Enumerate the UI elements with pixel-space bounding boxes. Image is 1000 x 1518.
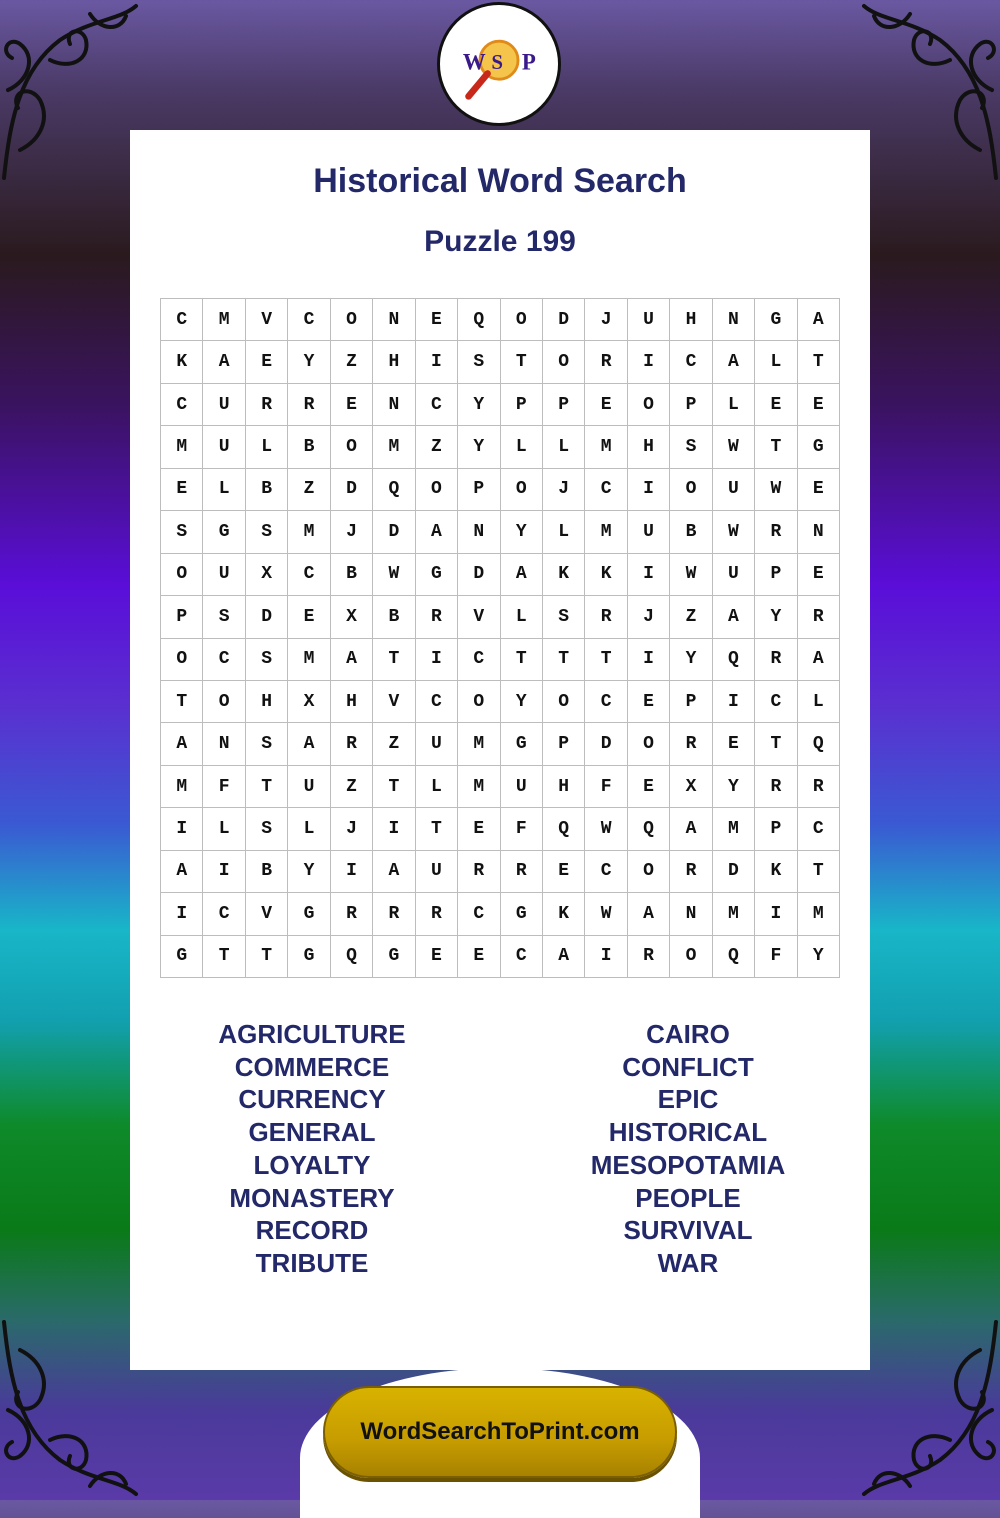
grid-cell[interactable]: O [501,299,543,341]
grid-cell[interactable]: L [416,766,458,808]
grid-cell[interactable]: F [585,766,627,808]
grid-cell[interactable]: O [331,426,373,468]
grid-cell[interactable]: S [246,639,288,681]
grid-cell[interactable]: E [628,681,670,723]
word-item: WAR [657,1247,719,1278]
grid-cell[interactable]: W [585,893,627,935]
grid-cell[interactable]: P [543,723,585,765]
grid-cell[interactable]: P [670,681,712,723]
grid-cell[interactable]: P [755,554,797,596]
word-item: CONFLICT [622,1051,754,1082]
grid-cell[interactable]: T [373,639,415,681]
grid-cell[interactable]: D [458,554,500,596]
grid-cell[interactable]: O [628,851,670,893]
grid-cell[interactable]: T [755,426,797,468]
grid-cell[interactable]: A [713,341,755,383]
grid-cell[interactable]: R [331,723,373,765]
logo-letter-p: P [521,49,536,75]
grid-cell[interactable]: S [246,723,288,765]
grid-cell[interactable]: X [246,554,288,596]
logo-letter-w: W [462,49,486,75]
grid-cell[interactable]: N [713,299,755,341]
wsp-logo[interactable] [437,2,561,126]
grid-cell[interactable]: V [373,681,415,723]
grid-cell[interactable]: K [585,554,627,596]
grid-cell[interactable]: J [331,511,373,553]
grid-cell[interactable]: A [501,554,543,596]
grid-cell[interactable]: H [246,681,288,723]
word-item: CAIRO [646,1019,730,1049]
grid-cell[interactable]: D [373,511,415,553]
grid-cell[interactable]: M [713,893,755,935]
grid-cell[interactable]: O [628,723,670,765]
grid-cell[interactable]: T [203,936,245,978]
grid-cell[interactable]: L [246,426,288,468]
grid-cell[interactable]: S [246,808,288,850]
grid-cell[interactable]: I [755,893,797,935]
grid-cell[interactable]: I [628,554,670,596]
grid-cell[interactable]: E [161,469,203,511]
grid-cell[interactable]: R [755,766,797,808]
grid-cell[interactable]: R [670,851,712,893]
grid-cell[interactable]: M [161,426,203,468]
grid-cell[interactable]: A [416,511,458,553]
grid-cell[interactable]: S [203,596,245,638]
grid-cell[interactable]: T [501,639,543,681]
grid-cell[interactable]: U [288,766,330,808]
word-item: CURRENCY [238,1084,386,1115]
grid-cell[interactable]: X [331,596,373,638]
grid-cell[interactable]: P [543,384,585,426]
grid-cell[interactable]: Z [416,426,458,468]
grid-cell[interactable]: A [798,299,840,341]
grid-cell[interactable]: R [585,596,627,638]
grid-cell[interactable]: E [416,936,458,978]
grid-cell[interactable]: O [670,936,712,978]
grid-cell[interactable]: I [628,639,670,681]
grid-cell[interactable]: R [416,893,458,935]
grid-cell[interactable]: L [501,596,543,638]
grid-cell[interactable]: J [331,808,373,850]
grid-cell[interactable]: Z [670,596,712,638]
grid-cell[interactable]: M [585,511,627,553]
word-item: AGRICULTURE [218,1019,406,1049]
grid-cell[interactable]: I [331,851,373,893]
grid-cell[interactable]: Y [501,511,543,553]
grid-cell[interactable]: G [288,936,330,978]
grid-cell[interactable]: H [331,681,373,723]
grid-cell[interactable]: R [755,511,797,553]
grid-cell[interactable]: M [458,766,500,808]
grid-cell[interactable]: X [288,681,330,723]
grid-cell[interactable]: O [501,469,543,511]
grid-cell[interactable]: B [670,511,712,553]
grid-cell[interactable]: O [458,681,500,723]
word-item: COMMERCE [234,1051,390,1082]
grid-cell[interactable]: I [203,851,245,893]
grid-cell[interactable]: N [670,893,712,935]
grid-cell[interactable]: N [798,511,840,553]
grid-cell[interactable]: U [628,299,670,341]
grid-cell[interactable]: C [501,936,543,978]
grid-cell[interactable]: L [798,681,840,723]
grid-cell[interactable]: I [373,808,415,850]
grid-cell[interactable]: T [246,936,288,978]
grid-cell[interactable]: V [246,893,288,935]
grid-cell[interactable]: S [670,426,712,468]
grid-cell[interactable]: C [288,554,330,596]
grid-cell[interactable]: M [373,426,415,468]
grid-cell[interactable]: A [798,639,840,681]
grid-cell[interactable]: E [755,384,797,426]
grid-cell[interactable]: E [288,596,330,638]
grid-cell[interactable]: C [416,384,458,426]
grid-cell[interactable]: N [373,299,415,341]
grid-cell[interactable]: A [161,723,203,765]
grid-cell[interactable]: U [713,554,755,596]
word-item: PEOPLE [635,1182,741,1213]
grid-cell[interactable]: W [670,554,712,596]
grid-cell[interactable]: E [798,469,840,511]
word-item: MONASTERY [229,1182,395,1213]
grid-cell[interactable]: W [713,511,755,553]
word-item: HISTORICAL [608,1117,768,1148]
grid-cell[interactable]: P [670,384,712,426]
grid-cell[interactable]: L [203,469,245,511]
grid-cell[interactable]: C [670,341,712,383]
grid-cell[interactable]: F [501,808,543,850]
grid-cell[interactable]: A [670,808,712,850]
grid-cell[interactable]: Y [670,639,712,681]
page-title: Historical Word Search [313,162,687,200]
grid-cell[interactable]: T [543,639,585,681]
grid-cell[interactable]: N [373,384,415,426]
grid-cell[interactable]: O [161,639,203,681]
grid-cell[interactable]: U [713,469,755,511]
grid-cell[interactable]: L [755,341,797,383]
grid-cell[interactable]: M [798,893,840,935]
grid-cell[interactable]: U [203,384,245,426]
grid-cell[interactable]: C [585,469,627,511]
grid-cell[interactable]: E [458,808,500,850]
grid-cell[interactable]: R [331,893,373,935]
grid-cell[interactable]: F [755,936,797,978]
grid-cell[interactable]: X [670,766,712,808]
grid-cell[interactable]: S [543,596,585,638]
grid-cell[interactable]: R [585,341,627,383]
grid-cell[interactable]: J [585,299,627,341]
grid-cell[interactable]: D [331,469,373,511]
ornament-corner-top-left [0,0,140,180]
grid-cell[interactable]: O [331,299,373,341]
grid-cell[interactable]: C [203,639,245,681]
grid-cell[interactable]: A [628,893,670,935]
grid-cell[interactable]: H [543,766,585,808]
grid-cell[interactable]: Q [331,936,373,978]
grid-cell[interactable]: S [246,511,288,553]
grid-cell[interactable]: R [798,766,840,808]
grid-cell[interactable]: H [628,426,670,468]
grid-cell[interactable]: T [798,341,840,383]
grid-cell[interactable]: C [458,639,500,681]
grid-cell[interactable]: D [246,596,288,638]
grid-cell[interactable]: R [373,893,415,935]
grid-cell[interactable]: G [501,893,543,935]
ornament-corner-bottom-left [0,1320,140,1500]
grid-cell[interactable]: A [373,851,415,893]
grid-cell[interactable]: E [713,723,755,765]
grid-cell[interactable]: B [331,554,373,596]
logo-letter-s: S [491,49,504,74]
grid-cell[interactable]: L [543,426,585,468]
grid-cell[interactable]: G [501,723,543,765]
grid-cell[interactable]: E [798,384,840,426]
grid-cell[interactable]: R [501,851,543,893]
grid-cell[interactable]: B [246,469,288,511]
grid-cell[interactable]: Q [713,639,755,681]
ornament-corner-top-right [860,0,1000,180]
word-list-left [162,1018,462,1280]
grid-cell[interactable]: A [713,596,755,638]
grid-cell[interactable]: Z [373,723,415,765]
grid-cell[interactable]: O [628,384,670,426]
grid-cell[interactable]: I [713,681,755,723]
grid-cell[interactable]: G [373,936,415,978]
grid-cell[interactable]: I [628,341,670,383]
grid-cell[interactable]: E [543,851,585,893]
grid-cell[interactable]: Y [755,596,797,638]
grid-cell[interactable]: Q [543,808,585,850]
grid-cell[interactable]: R [628,936,670,978]
website-label: WordSearchToPrint.com [360,1418,640,1445]
word-item: LOYALTY [253,1149,371,1180]
grid-cell[interactable]: E [628,766,670,808]
grid-cell[interactable]: I [161,808,203,850]
grid-cell[interactable]: E [246,341,288,383]
grid-cell[interactable]: I [416,639,458,681]
grid-cell[interactable]: K [755,851,797,893]
grid-cell[interactable]: A [543,936,585,978]
grid-cell[interactable]: M [203,299,245,341]
grid-cell[interactable]: A [161,851,203,893]
grid-cell[interactable]: M [713,808,755,850]
grid-cell[interactable]: S [161,511,203,553]
grid-cell[interactable]: Z [331,341,373,383]
grid-cell[interactable]: C [416,681,458,723]
grid-cell[interactable]: O [161,554,203,596]
grid-cell[interactable]: U [416,723,458,765]
grid-cell[interactable]: Q [628,808,670,850]
grid-cell[interactable]: U [203,554,245,596]
grid-cell[interactable]: V [458,596,500,638]
grid-cell[interactable]: P [161,596,203,638]
grid-cell[interactable]: A [203,341,245,383]
grid-cell[interactable]: E [798,554,840,596]
grid-cell[interactable]: C [585,851,627,893]
grid-cell[interactable]: Y [288,341,330,383]
grid-cell[interactable]: F [203,766,245,808]
grid-cell[interactable]: Q [458,299,500,341]
grid-cell[interactable]: P [755,808,797,850]
grid-cell[interactable]: R [246,384,288,426]
word-item: SURVIVAL [623,1215,753,1246]
grid-cell[interactable]: Y [458,384,500,426]
grid-cell[interactable]: M [585,426,627,468]
word-item: EPIC [657,1084,719,1115]
grid-cell[interactable]: U [501,766,543,808]
grid-cell[interactable]: C [458,893,500,935]
letter-grid [160,298,840,978]
grid-cell[interactable]: L [501,426,543,468]
grid-cell[interactable]: Y [458,426,500,468]
grid-cell[interactable]: B [288,426,330,468]
grid-cell[interactable]: W [373,554,415,596]
grid-cell[interactable]: T [416,808,458,850]
grid-cell[interactable]: M [288,511,330,553]
grid-cell[interactable]: L [543,511,585,553]
grid-cell[interactable]: G [203,511,245,553]
grid-cell[interactable]: C [585,681,627,723]
grid-cell[interactable]: O [203,681,245,723]
grid-cell[interactable]: M [288,639,330,681]
grid-cell[interactable]: G [161,936,203,978]
grid-cell[interactable]: O [416,469,458,511]
grid-cell[interactable]: C [755,681,797,723]
grid-cell[interactable]: G [288,893,330,935]
grid-cell[interactable]: O [543,341,585,383]
grid-cell[interactable]: G [798,426,840,468]
word-item: RECORD [255,1215,369,1246]
grid-cell[interactable]: R [798,596,840,638]
grid-cell[interactable]: M [161,766,203,808]
grid-cell[interactable]: L [203,808,245,850]
grid-cell[interactable]: I [628,469,670,511]
grid-cell[interactable]: O [670,469,712,511]
grid-cell[interactable]: K [543,893,585,935]
grid-cell[interactable]: R [458,851,500,893]
grid-cell[interactable]: V [246,299,288,341]
grid-cell[interactable]: S [458,341,500,383]
grid-cell[interactable]: P [501,384,543,426]
grid-cell[interactable]: E [331,384,373,426]
grid-cell[interactable]: C [161,299,203,341]
grid-cell[interactable]: G [416,554,458,596]
grid-cell[interactable]: J [543,469,585,511]
grid-cell[interactable]: A [288,723,330,765]
grid-cell[interactable]: Q [373,469,415,511]
grid-cell[interactable]: E [458,936,500,978]
grid-cell[interactable]: Y [713,766,755,808]
grid-cell[interactable]: K [543,554,585,596]
word-item: MESOPOTAMIA [590,1149,786,1180]
grid-cell[interactable]: G [755,299,797,341]
grid-cell[interactable]: C [288,299,330,341]
website-button[interactable] [323,1386,677,1478]
grid-cell[interactable]: Z [331,766,373,808]
grid-cell[interactable]: J [628,596,670,638]
grid-cell[interactable]: E [416,299,458,341]
ornament-corner-bottom-right [860,1320,1000,1500]
grid-cell[interactable]: R [288,384,330,426]
grid-cell[interactable]: R [755,639,797,681]
grid-cell[interactable]: A [331,639,373,681]
grid-cell[interactable]: B [373,596,415,638]
grid-cell[interactable]: Z [288,469,330,511]
grid-cell[interactable]: W [755,469,797,511]
grid-cell[interactable]: T [246,766,288,808]
grid-cell[interactable]: I [585,936,627,978]
puzzle-number: Puzzle 199 [424,225,576,258]
grid-cell[interactable]: Q [798,723,840,765]
grid-cell[interactable]: E [585,384,627,426]
grid-cell[interactable]: Y [501,681,543,723]
grid-cell[interactable]: U [628,511,670,553]
grid-cell[interactable]: I [416,341,458,383]
grid-cell[interactable]: H [670,299,712,341]
grid-cell[interactable]: R [670,723,712,765]
grid-cell[interactable]: T [161,681,203,723]
word-item: TRIBUTE [255,1247,369,1278]
grid-cell[interactable]: L [713,384,755,426]
grid-cell[interactable]: L [288,808,330,850]
word-list-right [538,1018,838,1280]
grid-cell[interactable]: I [161,893,203,935]
grid-cell[interactable]: B [246,851,288,893]
grid-cell[interactable]: D [585,723,627,765]
grid-cell[interactable]: W [585,808,627,850]
grid-cell[interactable]: M [458,723,500,765]
grid-cell[interactable]: Y [798,936,840,978]
grid-cell[interactable]: C [161,384,203,426]
grid-cell[interactable]: C [203,893,245,935]
grid-cell[interactable]: C [798,808,840,850]
grid-cell[interactable]: T [373,766,415,808]
grid-cell[interactable]: T [501,341,543,383]
grid-cell[interactable]: T [585,639,627,681]
grid-cell[interactable]: O [543,681,585,723]
grid-cell[interactable]: R [416,596,458,638]
grid-cell[interactable]: N [458,511,500,553]
grid-cell[interactable]: T [798,851,840,893]
grid-cell[interactable]: K [161,341,203,383]
grid-cell[interactable]: U [416,851,458,893]
grid-cell[interactable]: D [713,851,755,893]
grid-cell[interactable]: Q [713,936,755,978]
grid-cell[interactable]: D [543,299,585,341]
grid-cell[interactable]: Y [288,851,330,893]
grid-cell[interactable]: U [203,426,245,468]
grid-cell[interactable]: H [373,341,415,383]
grid-cell[interactable]: N [203,723,245,765]
grid-cell[interactable]: T [755,723,797,765]
grid-cell[interactable]: P [458,469,500,511]
grid-cell[interactable]: W [713,426,755,468]
word-item: GENERAL [248,1117,376,1148]
